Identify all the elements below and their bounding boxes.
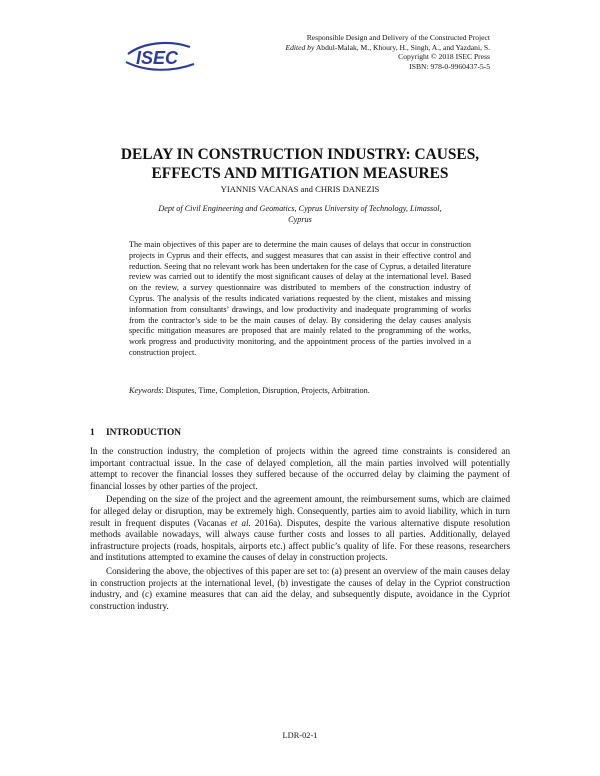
section-title: INTRODUCTION [106,428,182,438]
affiliation [120,203,480,225]
title-line-1: DELAY IN CONSTRUCTION INDUSTRY: CAUSES, [120,146,480,163]
section-heading [90,428,181,438]
section-number: 1 [90,428,95,438]
abstract: The main objectives of this paper are to determine the main causes of delays that occur in construction projects in Cyprus and their effects, and suggest measures that can assist in their effective control and reduction. Seeing that no relevant work has been undertaken for the case of Cyprus, a detailed literature review was carried out to identify the most significant causes of delay at the international level. Based on the review, a survey questionnaire was distributed to members of the construction industry of Cyprus. The analysis of the results indicated variations requested by the client, mistakes and missing information from consultants’ drawings, and low productivity and inadequate programming of works from the contractor’s side to be the main causes of delay. By considering the delay causes analysis specific mitigation measures are proposed that are mainly related to the programming of the works, work progress and productivity monitoring, and the appointment process of the parties involved in a construction project. [129,240,471,357]
title-line-2: EFFECTS AND MITIGATION MEASURES [151,165,449,182]
conference-name: Responsible Design and Delivery of the Constructed Project [306,33,490,42]
paragraph-2-part-b: 2016a). Disputes, despite the various alternative dispute resolution methods available nowadays, will always cause further costs and losses to all parties. Additionally, delayed infrastructure projects (roads, hospitals, airports etc.) affect public’s quality of life. For these reasons, researchers and institutions attempted to examine the causes of delay in construction projects. [90,517,511,563]
paragraph-3: Considering the above, the objectives of this paper are set to: (a) present an overview of the main causes delay in construction projects at the international level, (b) investigate the causes of delay in the Cypriot construction industry, and (c) examine measures that can aid the delay, and subsequently dispute, avoidance in the Cypriot construction industry. [90,565,510,611]
edited-by-label: Edited by [285,42,315,52]
citation-et-al: et al. [230,517,251,528]
affiliation-line-2: Cyprus [288,215,312,224]
publication-info [285,33,490,72]
paragraph-1: In the construction industry, the completion of projects within the agreed time constraints is considered an important contractual issue. In the case of delayed completion, all the main parties involved will potentially attempt to recover the financial losses they suffered because of the occurred delay by claiming the payment of financial losses by other parties of the project. [90,446,510,491]
paper-title [80,145,520,183]
authors: YIANNIS VACANAS and CHRIS DANEZIS [220,184,380,194]
copyright: Copyright © 2018 ISEC Press [398,52,490,62]
isec-logo [116,38,198,78]
section-body [90,446,510,612]
paragraph-2-part-a: Depending on the size of the project and the agreement amount, the reimbursement sums, which are claimed for alleged delay or disruption, may be extremely high. Consequently, parties aim to avoid liability, which in turn result in frequent disputes (Vacanas [90,494,510,528]
keywords [129,386,471,395]
editors-line [285,43,490,53]
keywords-list: : Disputes, Time, Completion, Disruption, Projects, Arbitration. [161,386,370,395]
isbn: ISBN: 978-0-9960437-5-5 [409,62,490,72]
page-footer: LDR-02-1 [282,731,318,740]
keywords-label: Keywords [129,386,162,395]
logo-text: ISEC [135,48,179,68]
editors: Abdul-Malak, M., Khoury, H., Singh, A., and Yazdani, S. [315,42,490,52]
affiliation-line-1: Dept of Civil Engineering and Geomatics, Cyprus University of Technology, Limassol, [158,204,442,213]
paragraph-2 [90,494,510,564]
